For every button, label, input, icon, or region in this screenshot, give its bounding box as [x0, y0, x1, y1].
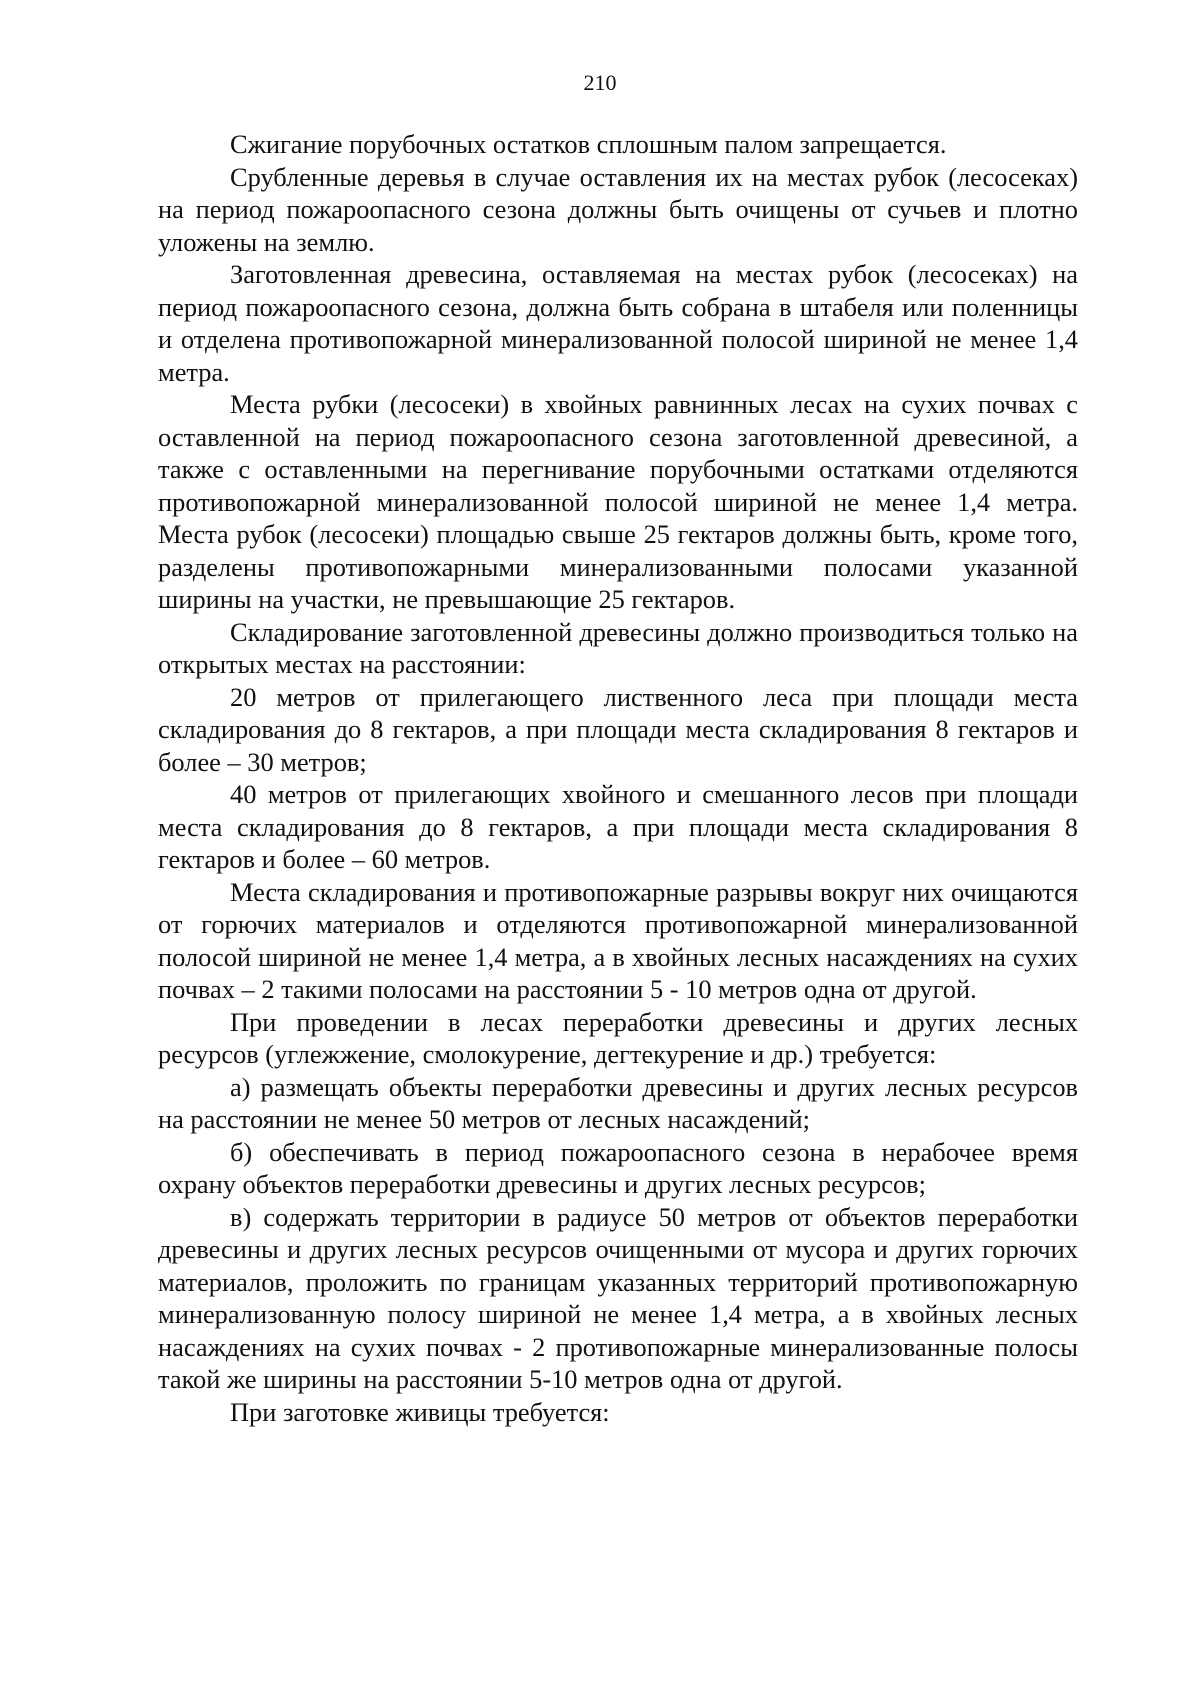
paragraph-7: 40 метров от прилегающих хвойного и смешанного лесов при площади места складирования до 8 гектаров, а при площади места складирования 8 гектаров и более – 60 метров.: [158, 779, 1078, 874]
paragraph-2: Срубленные деревья в случае оставления их на местах рубок (лесосеках) на период пожароопасного сезона должны быть очищены от сучьев и плотно уложены на землю.: [158, 161, 1078, 257]
document-body: [158, 128, 1078, 1428]
paragraph-12: в) содержать территории в радиусе 50 метров от объектов переработки древесины и других лесных ресурсов очищенными от мусора и других горючих материалов, проложить по границам указанных территорий противопожарную минерализованную полосу шириной не менее 1,4 метра, а в хвойных лесных насаждениях на сухих почвах - 2 противопожарные минерализованные полосы такой же ширины на расстоянии 5-10 метров одна от другой.: [158, 1201, 1078, 1394]
paragraph-10: а) размещать объекты переработки древесины и других лесных ресурсов на расстоянии не менее 50 метров от лесных насаждений;: [158, 1071, 1078, 1134]
paragraph-1: Сжигание порубочных остатков сплошным палом запрещается.: [230, 129, 947, 159]
paragraph-8: Места складирования и противопожарные разрывы вокруг них очищаются от горючих материалов и отделяются противопожарной минерализованной полосой шириной не менее 1,4 метра, а в хвойных лесных насаждениях на сухих почвах – 2 такими полосами на расстоянии 5 - 10 метров одна от другой.: [158, 876, 1078, 1004]
paragraph-9: При проведении в лесах переработки древесины и других лесных ресурсов (углежжение, смолокурение, дегтекурение и др.) требуется:: [158, 1006, 1078, 1069]
page-number: 210: [583, 70, 617, 95]
paragraph-4: Места рубки (лесосеки) в хвойных равнинных лесах на сухих почвах с оставленной на период пожароопасного сезона заготовленной древесиной, а также с оставленными на перегнивание порубочными остатками отделяются противопожарной минерализованной полосой шириной не менее 1,4 метра. Места рубок (лесосеки) площадью свыше 25 гектаров должны быть, кроме того, разделены противопожарными минерализованными полосами указанной ширины на участки, не превышающие 25 гектаров.: [158, 389, 1078, 614]
paragraph-6: 20 метров от прилегающего лиственного леса при площади места складирования до 8 гектаров, а при площади места складирования 8 гектаров и более – 30 метров;: [158, 681, 1078, 777]
paragraph-11: б) обеспечивать в период пожароопасного сезона в нерабочее время охрану объектов переработки древесины и других лесных ресурсов;: [158, 1136, 1078, 1199]
paragraph-13: При заготовке живицы требуется:: [230, 1396, 610, 1427]
paragraph-3: Заготовленная древесина, оставляемая на местах рубок (лесосеках) на период пожароопасного сезона, должна быть собрана в штабеля или поленницы и отделена противопожарной минерализованной полосой шириной не менее 1,4 метра.: [158, 259, 1078, 387]
paragraph-5: Складирование заготовленной древесины должно производиться только на открытых местах на расстоянии:: [158, 616, 1078, 679]
